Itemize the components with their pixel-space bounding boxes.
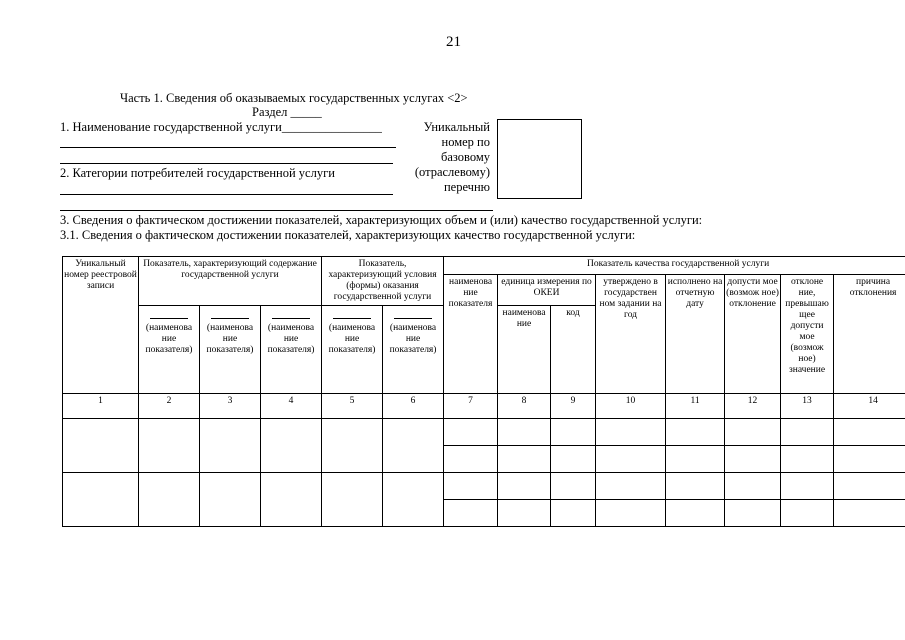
data-cell[interactable] <box>498 473 551 500</box>
blank-line <box>60 194 393 195</box>
subheader-label: (наименова ние показателя) <box>389 323 437 355</box>
unique-number-label-4: (отраслевому) <box>414 165 490 179</box>
data-cell[interactable] <box>261 473 322 527</box>
header-indicator-name: наименова ние показателя <box>444 275 498 394</box>
unique-number-label-5: перечню <box>443 180 490 194</box>
data-cell[interactable] <box>596 446 666 473</box>
blank-line <box>60 210 493 211</box>
data-cell[interactable] <box>551 446 596 473</box>
header-okei-unit: единица измерения по ОКЕИ <box>498 275 596 306</box>
data-cell[interactable] <box>139 473 200 527</box>
data-cell[interactable] <box>444 473 498 500</box>
data-cell[interactable] <box>781 473 834 500</box>
column-number: 12 <box>725 394 781 419</box>
data-cell[interactable] <box>63 419 139 473</box>
header-content-indicator: Показатель, характеризующий содержание государственной услуги <box>139 257 322 306</box>
data-cell[interactable] <box>498 500 551 527</box>
blank-line <box>60 163 393 164</box>
subheader-condition-2 <box>383 306 444 394</box>
quality-indicators-table <box>62 256 905 527</box>
column-number: 10 <box>596 394 666 419</box>
subheader-unit-code: код <box>551 306 596 394</box>
data-cell[interactable] <box>444 446 498 473</box>
data-cell[interactable] <box>725 473 781 500</box>
subheader-content-3 <box>261 306 322 394</box>
item1-service-name: 1. Наименование государственной услуги________________ <box>60 120 382 134</box>
data-cell[interactable] <box>139 419 200 473</box>
column-number: 14 <box>834 394 905 419</box>
header-deviation-reason: причина отклонения <box>834 275 905 394</box>
column-number: 1 <box>63 394 139 419</box>
header-approved: утверждено в государствен ном задании на год <box>596 275 666 394</box>
column-number: 4 <box>261 394 322 419</box>
data-cell[interactable] <box>725 500 781 527</box>
item2-consumers: 2. Категории потребителей государственной услуги <box>60 166 335 180</box>
column-number: 5 <box>322 394 383 419</box>
data-cell[interactable] <box>781 500 834 527</box>
header-unique-number: Уникальный номер реестровой записи <box>63 257 139 394</box>
subheader-content-2 <box>200 306 261 394</box>
data-cell[interactable] <box>834 446 905 473</box>
data-cell[interactable] <box>551 500 596 527</box>
column-number: 7 <box>444 394 498 419</box>
unique-number-label-1: Уникальный <box>423 120 490 134</box>
column-number: 13 <box>781 394 834 419</box>
blank-line <box>60 147 396 148</box>
subheader-unit-name: наименова ние <box>498 306 551 394</box>
data-cell[interactable] <box>596 473 666 500</box>
data-cell[interactable] <box>200 473 261 527</box>
data-cell[interactable] <box>666 446 725 473</box>
subheader-label: (наименова ние показателя) <box>145 323 193 355</box>
column-number: 11 <box>666 394 725 419</box>
item31-heading: 3.1. Сведения о фактическом достижении показателей, характеризующих качество государственной услуги: <box>60 228 636 242</box>
column-number: 8 <box>498 394 551 419</box>
subheader-label: (наименова ние показателя) <box>267 323 315 355</box>
column-number: 6 <box>383 394 444 419</box>
data-cell[interactable] <box>666 419 725 446</box>
data-cell[interactable] <box>551 419 596 446</box>
data-cell[interactable] <box>383 473 444 527</box>
subheader-content-1 <box>139 306 200 394</box>
header-conditions-indicator: Показатель, характеризующий условия (формы) оказания государственной услуги <box>322 257 444 306</box>
unique-number-label-3: базовому <box>440 150 490 164</box>
header-executed: исполнено на отчетную дату <box>666 275 725 394</box>
subheader-label: (наименова ние показателя) <box>328 323 376 355</box>
column-number: 2 <box>139 394 200 419</box>
header-allowed-deviation: допусти мое (возмож ное) отклонение <box>725 275 781 394</box>
data-cell[interactable] <box>596 500 666 527</box>
data-cell[interactable] <box>444 419 498 446</box>
page-number: 21 <box>446 34 461 50</box>
data-cell[interactable] <box>781 419 834 446</box>
data-cell[interactable] <box>596 419 666 446</box>
data-cell[interactable] <box>63 473 139 527</box>
column-number: 9 <box>551 394 596 419</box>
data-cell[interactable] <box>834 473 905 500</box>
data-cell[interactable] <box>834 419 905 446</box>
data-cell[interactable] <box>551 473 596 500</box>
header-exceeding-deviation: отклоне ние, превышаю щее допусти мое (возмож ное) значение <box>781 275 834 394</box>
data-cell[interactable] <box>200 419 261 473</box>
header-quality-indicator: Показатель качества государственной услуги <box>444 257 905 275</box>
data-cell[interactable] <box>383 419 444 473</box>
data-cell[interactable] <box>322 419 383 473</box>
data-cell[interactable] <box>498 446 551 473</box>
subheader-condition-1 <box>322 306 383 394</box>
unique-number-box[interactable] <box>497 119 582 199</box>
column-number: 3 <box>200 394 261 419</box>
data-cell[interactable] <box>444 500 498 527</box>
data-cell[interactable] <box>725 419 781 446</box>
data-cell[interactable] <box>725 446 781 473</box>
data-cell[interactable] <box>781 446 834 473</box>
data-cell[interactable] <box>498 419 551 446</box>
data-cell[interactable] <box>666 473 725 500</box>
data-cell[interactable] <box>666 500 725 527</box>
part-title: Часть 1. Сведения об оказываемых государственных услугах <2> <box>120 91 468 105</box>
data-cell[interactable] <box>322 473 383 527</box>
subheader-label: (наименова ние показателя) <box>206 323 254 355</box>
item3-heading: 3. Сведения о фактическом достижении показателей, характеризующих объем и (или) качество государственной услуги: <box>60 213 703 227</box>
data-cell[interactable] <box>834 500 905 527</box>
unique-number-label-2: номер по <box>441 135 490 149</box>
section-label: Раздел _____ <box>252 105 322 119</box>
data-cell[interactable] <box>261 419 322 473</box>
